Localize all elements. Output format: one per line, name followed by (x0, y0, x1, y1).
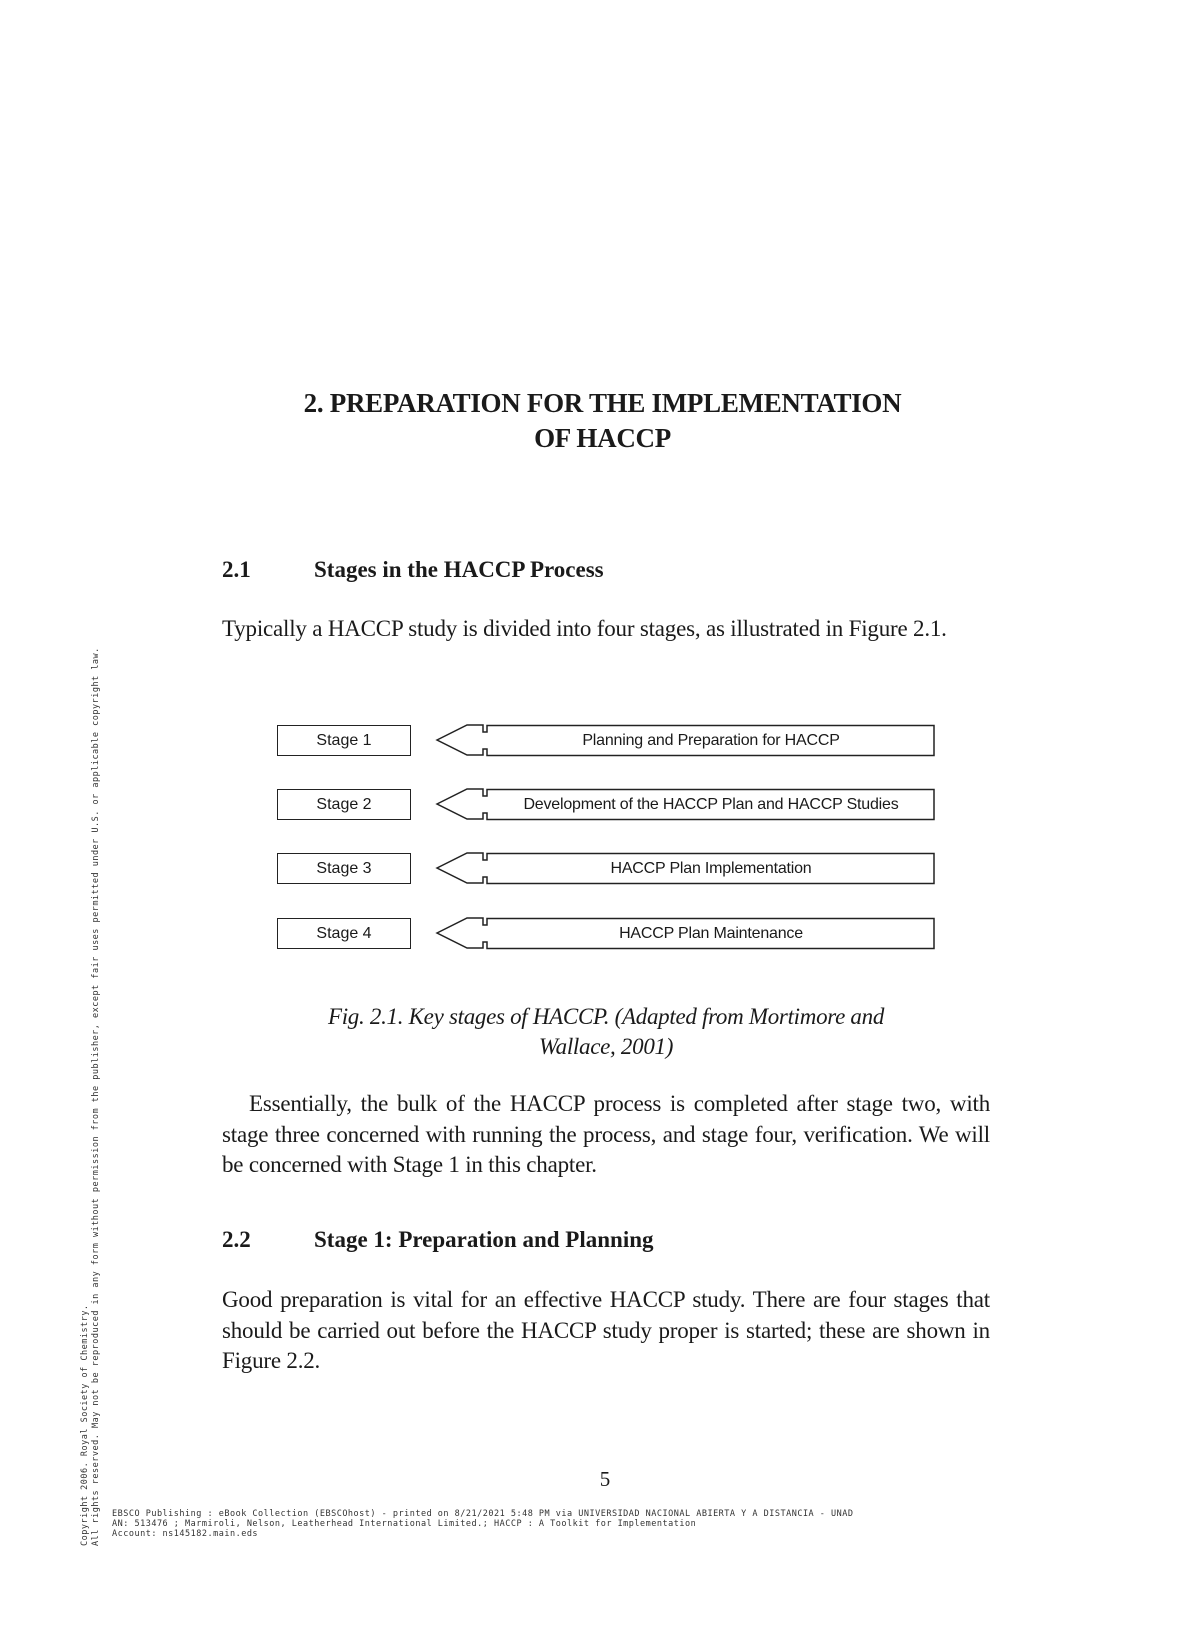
intro-paragraph: Typically a HACCP study is divided into four stages, as illustrated in Figure 2.1. (222, 616, 947, 641)
footer-notice (112, 1509, 1012, 1539)
footer-line2: AN: 513476 ; Marmiroli, Nelson, Leatherhead International Limited.; HACCP : A Toolkit for Implementation (112, 1519, 697, 1529)
section-number: 2.2 (222, 1227, 251, 1252)
copyright-line1: Copyright 2006. Royal Society of Chemistry. (80, 1304, 90, 1546)
section-number: 2.1 (222, 557, 251, 582)
copyright-side-notice (80, 647, 102, 1546)
caption-line1: Fig. 2.1. Key stages of HACCP. (Adapted from Mortimore and (327, 1004, 885, 1029)
stage-box-2: Stage 2 (277, 789, 411, 820)
figure-caption (222, 1002, 990, 1062)
caption-line2: Wallace, 2001) (538, 1034, 674, 1059)
chapter-title (200, 386, 1005, 456)
section-title: Stage 1: Preparation and Planning (314, 1227, 654, 1252)
chapter-title-line1: 2. PREPARATION FOR THE IMPLEMENTATION (303, 388, 902, 418)
chapter-title-line2: OF HACCP (534, 423, 671, 453)
stage-description-2: Development of the HACCP Plan and HACCP Studies (523, 795, 899, 813)
stage-box-1: Stage 1 (277, 725, 411, 756)
section-heading-2-1 (222, 557, 604, 583)
stage-box-4: Stage 4 (277, 918, 411, 949)
footer-line3: Account: ns145182.main.eds (112, 1529, 259, 1539)
section-body-paragraph: Good preparation is vital for an effective HACCP study. There are four stages that should be carried out before the HACCP study proper is started; these are shown in Figure 2.2. (222, 1287, 990, 1373)
stage-box-3: Stage 3 (277, 853, 411, 884)
body-paragraph: Essentially, the bulk of the HACCP process is completed after stage two, with stage three concerned with running the process, and stage four, verification. We will be concerned with Stage 1 in this chapter. (222, 1091, 990, 1177)
page-number: 5 (599, 1467, 611, 1491)
footer-line1: EBSCO Publishing : eBook Collection (EBSCOhost) - printed on 8/21/2021 5:48 PM via UNIVERSIDAD NACIONAL ABIERTA Y A DISTANCIA - UNAD (112, 1509, 854, 1519)
stage-description-3: HACCP Plan Implementation (610, 859, 812, 877)
section-heading-2-2 (222, 1227, 654, 1253)
copyright-line2: All rights reserved. May not be reproduced in any form without permission from the publisher, except fair uses permitted under U.S. or applicable copyright law. (91, 647, 101, 1546)
stage-description-1: Planning and Preparation for HACCP (582, 731, 840, 749)
section-title: Stages in the HACCP Process (314, 557, 604, 582)
stage-description-4: HACCP Plan Maintenance (619, 924, 803, 942)
